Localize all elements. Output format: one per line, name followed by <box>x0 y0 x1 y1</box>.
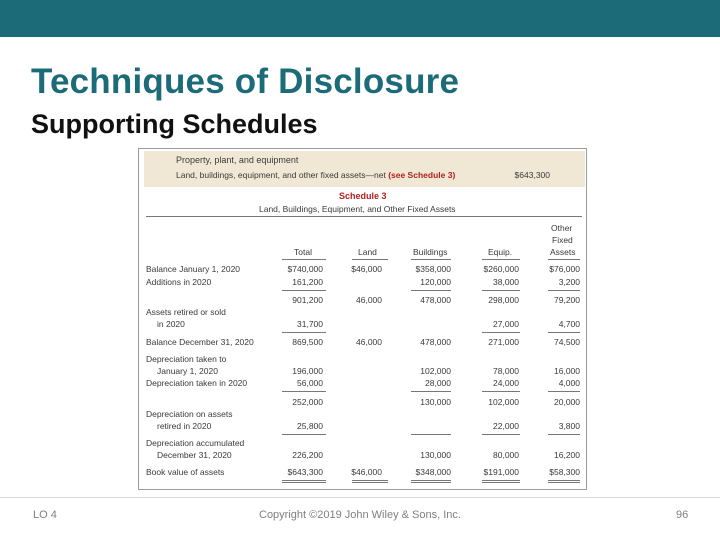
table-cell: 252,000 <box>292 397 323 407</box>
table-cell: 46,000 <box>356 337 382 347</box>
statement-line <box>176 170 455 181</box>
table-cell: 46,000 <box>356 295 382 305</box>
table-cell: 20,000 <box>554 397 580 407</box>
subtotal-rule <box>482 434 520 435</box>
subtotal-rule <box>282 391 326 392</box>
table-cell: 4,000 <box>558 378 580 388</box>
table-cell: $358,000 <box>415 264 451 274</box>
row-label: Assets retired or sold <box>146 307 226 317</box>
total-double-rule <box>548 482 580 483</box>
table-cell: 22,000 <box>493 421 519 431</box>
row-label: Book value of assets <box>146 467 225 477</box>
table-cell: 79,200 <box>554 295 580 305</box>
subtotal-rule <box>411 434 451 435</box>
table-cell: 74,500 <box>554 337 580 347</box>
total-double-rule <box>411 480 451 481</box>
row-label-continued: in 2020 <box>157 319 185 329</box>
row-label: Depreciation on assets <box>146 409 233 419</box>
table-cell: 869,500 <box>292 337 323 347</box>
table-cell: 16,000 <box>554 366 580 376</box>
subtotal-rule <box>482 332 520 333</box>
table-cell: 31,700 <box>297 319 323 329</box>
total-double-rule <box>352 480 388 481</box>
statement-line-label: Land, buildings, equipment, and other fixed assets—net <box>176 170 386 180</box>
total-double-rule <box>352 482 388 483</box>
table-cell: 298,000 <box>488 295 519 305</box>
table-cell: 27,000 <box>493 319 519 329</box>
statement-line-reference: (see Schedule 3) <box>388 170 456 180</box>
subtotal-rule <box>411 391 451 392</box>
column-underline <box>411 259 451 260</box>
table-cell: 271,000 <box>488 337 519 347</box>
table-cell: 24,000 <box>493 378 519 388</box>
table-cell: $46,000 <box>351 264 382 274</box>
schedule-rule <box>146 216 582 217</box>
table-cell: $191,000 <box>483 467 519 477</box>
row-label: Balance December 31, 2020 <box>146 337 254 347</box>
slide-subtitle: Supporting Schedules <box>31 109 318 139</box>
table-cell: 196,000 <box>292 366 323 376</box>
row-label-continued: retired in 2020 <box>157 421 212 431</box>
column-underline <box>482 259 520 260</box>
table-cell: $740,000 <box>287 264 323 274</box>
subtotal-rule <box>482 290 520 291</box>
column-underline <box>548 259 580 260</box>
table-cell: 478,000 <box>420 295 451 305</box>
subtotal-rule <box>548 290 580 291</box>
column-header-other: Other <box>551 223 573 233</box>
table-cell: 130,000 <box>420 450 451 460</box>
subtotal-rule <box>411 290 451 291</box>
table-cell: 130,000 <box>420 397 451 407</box>
subtotal-rule <box>282 434 326 435</box>
row-label: Depreciation accumulated <box>146 438 245 448</box>
top-accent-bar <box>0 0 720 37</box>
table-cell: 3,800 <box>558 421 580 431</box>
table-cell: 478,000 <box>420 337 451 347</box>
table-cell: $348,000 <box>415 467 451 477</box>
schedule-figure <box>138 148 587 490</box>
column-header-fixed: Fixed <box>552 235 573 245</box>
table-cell: 16,200 <box>554 450 580 460</box>
column-underline <box>352 259 388 260</box>
subtotal-rule <box>548 332 580 333</box>
subtotal-rule <box>548 391 580 392</box>
table-cell: 120,000 <box>420 277 451 287</box>
table-cell: 226,200 <box>292 450 323 460</box>
statement-line-amount: $643,300 <box>514 170 550 180</box>
table-cell: 56,000 <box>297 378 323 388</box>
row-label-continued: January 1, 2020 <box>157 366 218 376</box>
total-double-rule <box>482 482 520 483</box>
table-cell: 4,700 <box>558 319 580 329</box>
table-cell: 3,200 <box>558 277 580 287</box>
row-label-continued: December 31, 2020 <box>157 450 232 460</box>
total-double-rule <box>282 480 326 481</box>
table-cell: 28,000 <box>425 378 451 388</box>
total-double-rule <box>482 480 520 481</box>
schedule-title: Schedule 3 <box>339 191 387 201</box>
table-cell: 102,000 <box>420 366 451 376</box>
subtotal-rule <box>282 332 326 333</box>
footer-divider <box>0 497 720 498</box>
total-double-rule <box>548 480 580 481</box>
table-cell: 38,000 <box>493 277 519 287</box>
slide-title: Techniques of Disclosure <box>31 62 460 101</box>
page-number: 96 <box>676 509 689 521</box>
column-header-assets: Assets <box>550 247 576 257</box>
table-cell: $260,000 <box>483 264 519 274</box>
table-cell: $643,300 <box>287 467 323 477</box>
row-label: Additions in 2020 <box>146 277 212 287</box>
column-header-equip: Equip. <box>488 247 513 257</box>
table-cell: 78,000 <box>493 366 519 376</box>
table-cell: 102,000 <box>488 397 519 407</box>
row-label: Depreciation taken to <box>146 354 227 364</box>
table-cell: 901,200 <box>292 295 323 305</box>
row-label: Balance January 1, 2020 <box>146 264 241 274</box>
total-double-rule <box>282 482 326 483</box>
table-cell: 161,200 <box>292 277 323 287</box>
footer-learning-objective: LO 4 <box>33 509 57 521</box>
table-cell: $76,000 <box>549 264 580 274</box>
subtotal-rule <box>282 290 326 291</box>
schedule-subtitle: Land, Buildings, Equipment, and Other Fixed Assets <box>259 204 456 214</box>
column-header-land: Land <box>358 247 377 257</box>
row-label: Depreciation taken in 2020 <box>146 378 248 388</box>
table-cell: 25,800 <box>297 421 323 431</box>
footer-copyright: Copyright ©2019 John Wiley & Sons, Inc. <box>259 509 461 521</box>
statement-heading: Property, plant, and equipment <box>176 155 299 165</box>
column-header-buildings: Buildings <box>413 247 448 257</box>
table-cell: $58,300 <box>549 467 580 477</box>
subtotal-rule <box>482 391 520 392</box>
total-double-rule <box>411 482 451 483</box>
column-underline <box>282 259 326 260</box>
table-cell: 80,000 <box>493 450 519 460</box>
subtotal-rule <box>548 434 580 435</box>
column-header-total: Total <box>294 247 312 257</box>
table-cell: $46,000 <box>351 467 382 477</box>
